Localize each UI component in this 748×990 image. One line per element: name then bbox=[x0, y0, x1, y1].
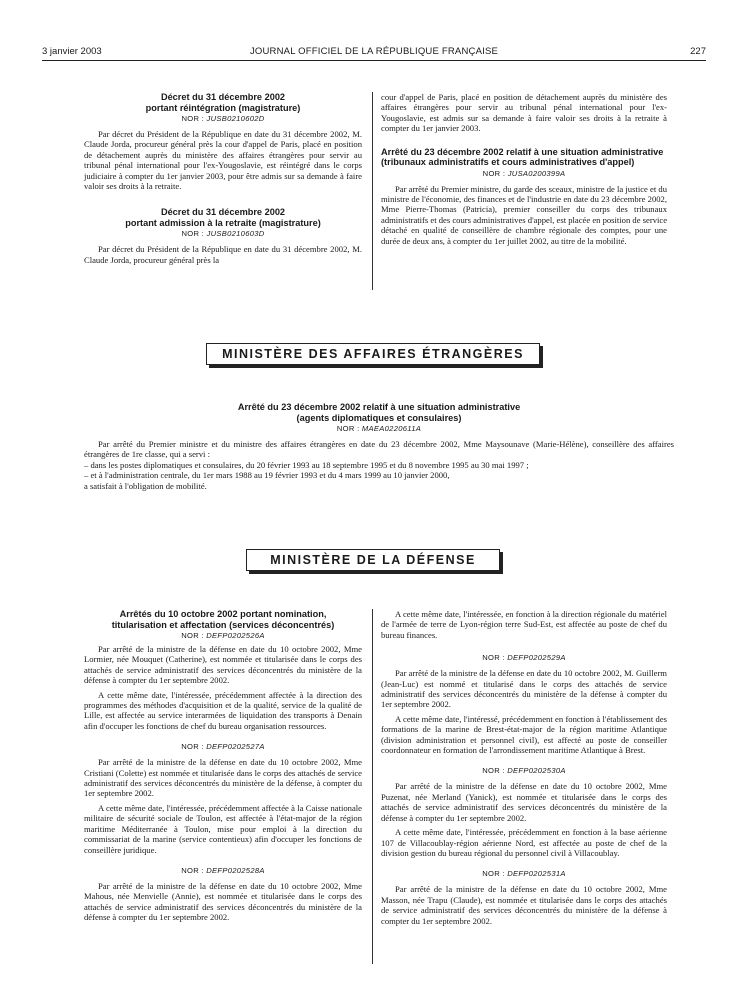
list-item: – et à l'administration centrale, du 1er mars 1988 au 19 février 1993 et du 4 mars 1999 au 10 janvier 2000, bbox=[84, 470, 450, 481]
affaires-list bbox=[84, 460, 674, 481]
affaires-nor: NOR : MAEA0220611A bbox=[336, 424, 422, 433]
arrete-justice-nor: NOR : JUSA0200399A bbox=[482, 168, 566, 178]
defense-title: Arrêtés du 10 octobre 2002 portant nomination, titularisation et affectation (services déconcentrés) bbox=[111, 609, 335, 630]
defense-nor-6: NOR : DEFP0202531A bbox=[482, 869, 566, 879]
list-item: – dans les postes diplomatiques et consulaires, du 20 février 1993 au 18 septembre 1995 et du 8 novembre 1995 au 30 mai 1997 ; bbox=[84, 459, 529, 470]
affaires-intro: Par arrêté du Premier ministre et du ministre des affaires étrangères en date du 23 décembre 2002, Mme Maysounave (Marie-Hélène), conseillère des affaires étrangères de 1re classe, qui a servi : bbox=[84, 439, 674, 460]
ministry-affaires-heading: MINISTÈRE DES AFFAIRES ÉTRANGÈRES bbox=[206, 343, 540, 365]
defense-nor-3: NOR : DEFP0202528A bbox=[181, 865, 265, 875]
defense-para: A cette même date, l'intéressée, précédemment affectée à la Caisse nationale militaire de sécurité sociale de Toulon, est affectée à l'état-major de la région maritime Méditerranée à Toulon, mise pour emploi à la direction du commissariat de la marine (service contentieux) afin d'occuper les fonctions de conseillère juridique. bbox=[84, 802, 362, 855]
journal-title: JOURNAL OFFICIEL DE LA RÉPUBLIQUE FRANÇAISE bbox=[249, 46, 499, 57]
defense-nor-4: NOR : DEFP0202529A bbox=[482, 653, 566, 663]
running-header bbox=[42, 46, 706, 61]
decree-2-nor: NOR : JUSB0210603D bbox=[181, 229, 265, 239]
decree-2-continuation: cour d'appel de Paris, placé en position de détachement auprès du ministère des affaires étrangères pour servir au tribunal pénal international pour l'ex-Yougoslavie, est admis sur sa demande à faire valoir ses droits à la retraite à compter du 1er janvier 2003. bbox=[381, 92, 667, 134]
defense-para: Par arrêté de la ministre de la défense en date du 10 octobre 2002, M. Guillerm (Jean-Luc) est nommé et titularisé dans le corps des attachés de service administratif des services déconcentrés du ministère de la défense à compter du 1er septembre 2002. bbox=[381, 668, 667, 710]
defense-lead: A cette même date, l'intéressée, en fonction à la direction régionale du matériel de l'armée de terre de Lyon-région terre Sud-Est, est affectée au poste de chef du bureau finances. bbox=[381, 609, 667, 640]
defense-right-column bbox=[381, 609, 667, 930]
decree-1-title: Décret du 31 décembre 2002 portant réintégration (magistrature) bbox=[145, 92, 301, 113]
decree-2-text: Par décret du Président de la République en date du 31 décembre 2002, M. Claude Jorda, procureur général près la bbox=[84, 244, 362, 265]
affaires-title: Arrêté du 23 décembre 2002 relatif à une situation administrative (agents diplomatiques et consulaires) bbox=[237, 402, 521, 423]
defense-para: Par arrêté de la ministre de la défense en date du 10 octobre 2002, Mme Lormier, née Mouquet (Catherine), est nommée et titularisée dans le corps des attachés de service administratif des services déconcentrés du ministère de la défense à compter du 1er septembre 2002. bbox=[84, 644, 362, 686]
decree-1-nor: NOR : JUSB0210602D bbox=[181, 114, 265, 123]
defense-left-column bbox=[84, 609, 362, 927]
top-right-column bbox=[381, 92, 667, 250]
decree-2-title: Décret du 31 décembre 2002 portant admission à la retraite (magistrature) bbox=[125, 207, 321, 228]
decree-1-text: Par décret du Président de la République en date du 31 décembre 2002, M. Claude Jorda, procureur général près la cour d'appel de Paris, placé en position de détachement auprès du ministère des affaires étrangères pour servir au tribunal pénal international pour l'ex-Yougoslavie, est réintégré dans le corps judiciaire à compter du 1er janvier 2003, pour être admis sur sa demande à faire valoir ses droits à la retraite. bbox=[84, 129, 362, 192]
header-date: 3 janvier 2003 bbox=[42, 46, 102, 57]
ministry-defense-heading: MINISTÈRE DE LA DÉFENSE bbox=[246, 549, 500, 571]
defense-para: Par arrêté de la ministre de la défense en date du 10 octobre 2002, Mme Masson, née Trapu (Claude), est nommée et titularisée dans le corps des attachés de service administratif des services déconcentrés du ministère de la défense à compter du 1er septembre 2002. bbox=[381, 884, 667, 926]
defense-nor-5: NOR : DEFP0202530A bbox=[482, 766, 566, 776]
top-left-column bbox=[84, 92, 362, 269]
page-number: 227 bbox=[690, 46, 706, 57]
arrete-justice-text: Par arrêté du Premier ministre, du garde des sceaux, ministre de la justice et du ministre de l'économie, des finances et de l'industrie en date du 23 décembre 2002, Mme Pierre-Thomas (Patricia), premier conseiller du corps des tribunaux administratifs et des cours administratives d'appel, est placée en position de service détaché en qualité de conseillère de chambre régionale des comptes, pour une durée de deux ans, à compter du 1er juillet 2002, au titre de la mobilité. bbox=[381, 183, 668, 246]
affaires-outro: a satisfait à l'obligation de mobilité. bbox=[84, 480, 207, 491]
defense-para: A cette même date, l'intéressée, précédemment en fonction à la base aérienne 107 de Villacoublay-région aérienne Nord, est affectée au poste de chef de la division gestion du bureau régional du personnel civil à Villacoublay. bbox=[381, 827, 667, 858]
column-divider bbox=[372, 609, 373, 964]
defense-para: A cette même date, l'intéressé, précédemment en fonction à l'établissement des formations de la marine de Brest-état-major de la région maritime Atlantique (division administration et personnel civil), est affecté au poste de conseiller coordonnateur en formation de l'arrondissement maritime Atlantique à Brest. bbox=[381, 713, 667, 756]
defense-nor-2: NOR : DEFP0202527A bbox=[181, 742, 265, 752]
column-divider bbox=[372, 92, 373, 290]
defense-nor-1: NOR : DEFP0202526A bbox=[181, 631, 265, 640]
defense-para: Par arrêté de la ministre de la défense en date du 10 octobre 2002, Mme Puzenat, née Merland (Yanick), est nommée et titularisée dans le corps des attachés de service administratif des services déconcentrés du ministère de la défense à compter du 1er septembre 2002. bbox=[381, 781, 667, 823]
defense-para: Par arrêté de la ministre de la défense en date du 10 octobre 2002, Mme Mahous, née Menvielle (Annie), est nommée et titularisée dans le corps des attachés de service administratif des services déconcentrés du ministère de la défense à compter du 1er septembre 2002. bbox=[84, 880, 362, 923]
arrete-justice-title: Arrêté du 23 décembre 2002 relatif à une situation administrative (tribunaux administratifs et cours administratives d'appel) bbox=[381, 146, 664, 168]
defense-para: A cette même date, l'intéressée, précédemment affectée à la direction des programmes des méthodes d'acquisition et de la qualité, service de la qualité de Lille, est affectée au service interarmées de liquidation des transports à Denain afin d'occuper les fonctions de chef du bureau organisation ressources. bbox=[84, 689, 362, 731]
affaires-section bbox=[84, 402, 674, 495]
defense-para: Par arrêté de la ministre de la défense en date du 10 octobre 2002, Mme Cristiani (Colette) est nommée et titularisée dans le corps des attachés de service administratif des services déconcentrés du ministère de la défense, à compter du 1er septembre 2002. bbox=[84, 757, 362, 799]
